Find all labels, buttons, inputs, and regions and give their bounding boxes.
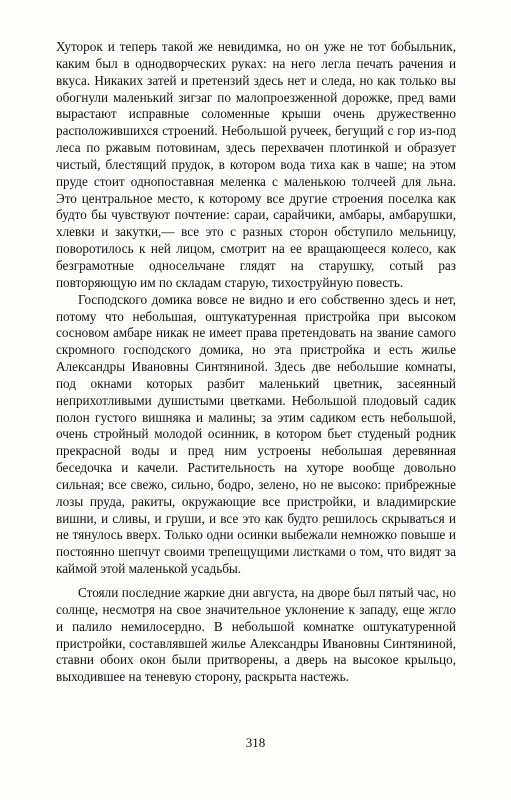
page-number: 318 bbox=[245, 735, 266, 750]
paragraph-3: Стояли последние жаркие дни августа, на дворе был пятый час, но солнце, несмотря на свое значительное уклонение к западу, еще жгло и палило немилосердно. В небольшой комнатке оштукатуренной пристройки, составлявшей жилье Александры Ивановны Синтяниной, ставни обоих окон были притворены, а дверь на высокое крыльцо, выходившее на теневую сторону, раскрыта настежь. bbox=[56, 585, 456, 685]
paragraph-2: Господского домика вовсе не видно и его собственно здесь и нет, потому что небольшая, оштукатуренная пристройка при высоком сосновом амбаре никак не имеет права претендовать на звание самого скромного господского домика, но эта пристройка и есть жилье Александры Ивановны Синтяниной. Здесь две небольшие комнаты, под окнами которых разбит маленький цветник, засеянный неприхотливыми душистыми цветками. Небольшой плодовый садик полон густого вишняка и малины; за этим садиком есть небольшой, очень стройный молодой осинник, в котором бьет студеный родник прекрасной воды и пред ним устроены небольшая деревянная беседочка и качели. Растительность на хуторе вообще довольно сильная; все свежо, сильно, бодро, зелено, но не высоко: прибрежные лозы пруда, ракиты, окружающие все пристройки, и владимирские вишни, и сливы, и груши, и все это как будто решилось скрываться и не тянулось вверх. Только одни осинки выбежали немножко повыше и постоянно шепчут своими трепещущими листками о том, что видят за каймой этой маленькой усадьбы. bbox=[56, 291, 456, 577]
paragraph-1: Хуторок и теперь такой же невидимка, но он уже не тот бобыльник, каким был в однодворческих руках: на него легла печать рачения и вкуса. Никаких затей и претензий здесь нет и следа, но как только вы обогнули маленький зигзаг по малопроезженной дорожке, пред вами вырастают исправные соломенные крыши очень дружественно расположившихся строений. Небольшой ручеек, бегущий с гор из-под леса по ржавым потовинам, здесь перехвачен плотинкой и образует чистый, блестящий прудок, в котором вода тиха как в чаше; на этом пруде стоит однопоставная меленка с маленькою толчеей для льна. Это центральное место, к которому все другие строения поселка как будто бы чувствуют почтение: сараи, сарайчики, амбары, амбарушки, хлевки и закутки,— все это с разных сторон обступило мельницу, поворотилось к ней лицом, смотрит на ее вращающееся колесо, как безграмотные односельчане глядят на старушку, сотый раз повторяющую им по складам старую, тихоструйную повесть. bbox=[56, 39, 456, 290]
page-body-text bbox=[56, 39, 456, 686]
